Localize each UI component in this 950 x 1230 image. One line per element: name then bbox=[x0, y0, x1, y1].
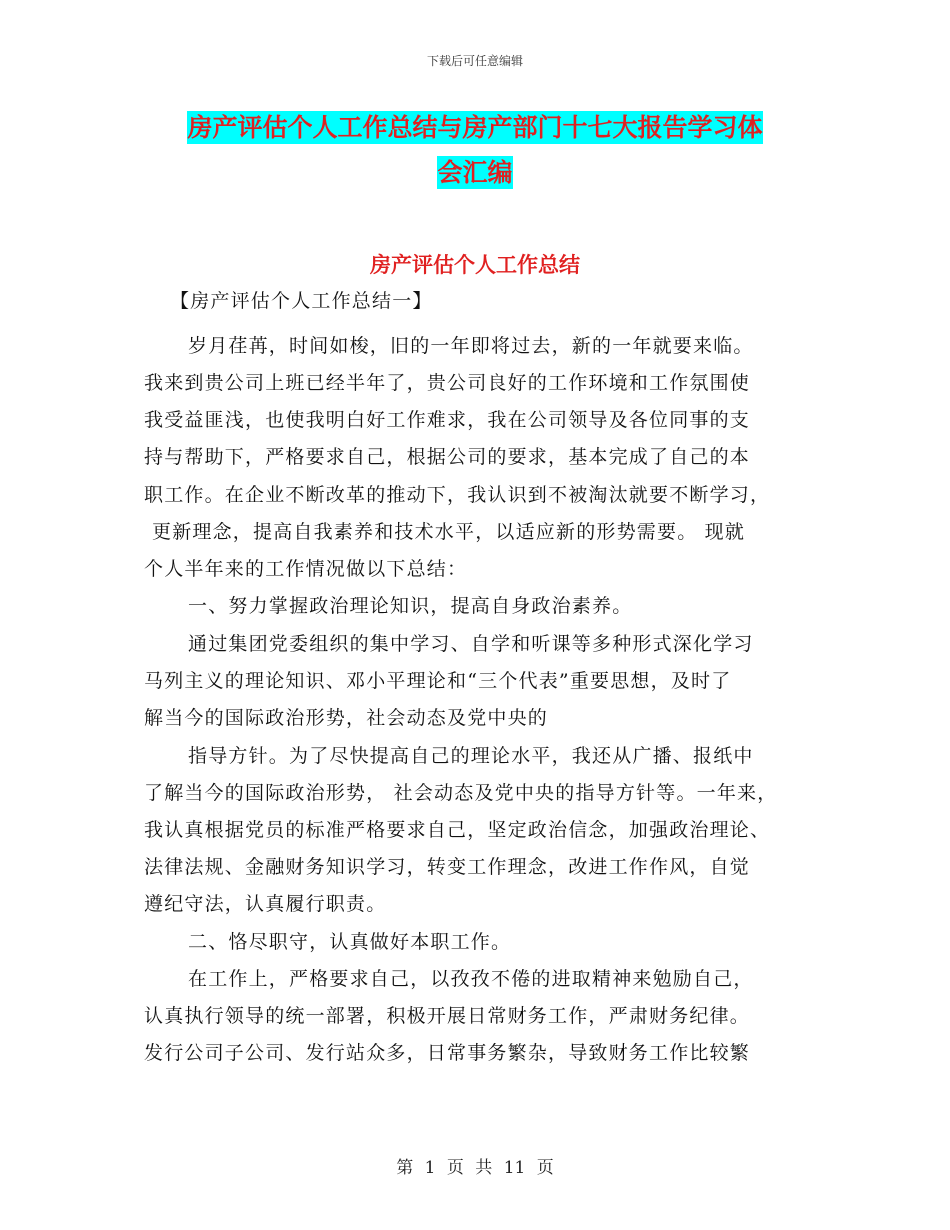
page-footer: 第 1 页 共 11 页 bbox=[396, 1158, 554, 1178]
body-line: 更新理念，提高自我素养和技术水平，以适应新的形势需要。 现就 bbox=[152, 521, 746, 543]
body-line: 个人半年来的工作情况做以下总结： bbox=[144, 558, 468, 580]
body-line: 一、努力掌握政治理论知识，提高自身政治素养。 bbox=[188, 595, 633, 617]
body-line: 我认真根据党员的标准严格要求自己，坚定政治信念，加强政治理论、 bbox=[144, 819, 771, 841]
body-line: 二、恪尽职守，认真做好本职工作。 bbox=[188, 931, 512, 953]
document-title-line-2 bbox=[0, 158, 950, 188]
body-line: 我受益匪浅，也使我明白好工作难求，我在公司领导及各位同事的支 bbox=[144, 409, 751, 431]
body-line: 【房产评估个人工作总结一】 bbox=[170, 290, 433, 312]
body-line: 职工作。在企业不断改革的推动下，我认识到不被淘汰就要不断学习， bbox=[144, 484, 771, 506]
document-title-text-2: 会汇编 bbox=[437, 158, 513, 187]
document-title-text-1: 房产评估个人工作总结与房产部门十七大报告学习体 bbox=[187, 113, 763, 142]
body-line: 持与帮助下，严格要求自己，根据公司的要求，基本完成了自己的本 bbox=[144, 446, 751, 468]
body-line: 马列主义的理论知识、邓小平理论和“三个代表”重要思想，及时了 bbox=[144, 670, 732, 692]
section-heading: 房产评估个人工作总结 bbox=[370, 253, 580, 277]
body-line: 指导方针。为了尽快提高自己的理论水平，我还从广播、报纸中 bbox=[188, 745, 754, 767]
body-line: 解当今的国际政治形势，社会动态及党中央的 bbox=[144, 707, 549, 729]
body-line: 通过集团党委组织的集中学习、自学和听课等多种形式深化学习 bbox=[188, 633, 754, 655]
body-line: 在工作上，严格要求自己，以孜孜不倦的进取精神来勉励自己， bbox=[188, 968, 754, 990]
body-line: 法律法规、金融财务知识学习，转变工作理念，改进工作作风，自觉 bbox=[144, 856, 751, 878]
document-title-line-1 bbox=[0, 113, 950, 143]
body-line: 认真执行领导的统一部署，积极开展日常财务工作，严肃财务纪律。 bbox=[144, 1005, 751, 1027]
body-line: 我来到贵公司上班已经半年了，贵公司良好的工作环境和工作氛围使 bbox=[144, 372, 751, 394]
body-line: 发行公司子公司、发行站众多，日常事务繁杂，导致财务工作比较繁 bbox=[144, 1042, 751, 1064]
body-line: 遵纪守法，认真履行职责。 bbox=[144, 893, 387, 915]
body-line: 了解当今的国际政治形势， 社会动态及党中央的指导方针等。一年来， bbox=[144, 782, 778, 804]
body-line: 岁月荏苒，时间如梭，旧的一年即将过去，新的一年就要来临。 bbox=[188, 335, 754, 357]
header-note: 下载后可任意编辑 bbox=[426, 54, 523, 68]
